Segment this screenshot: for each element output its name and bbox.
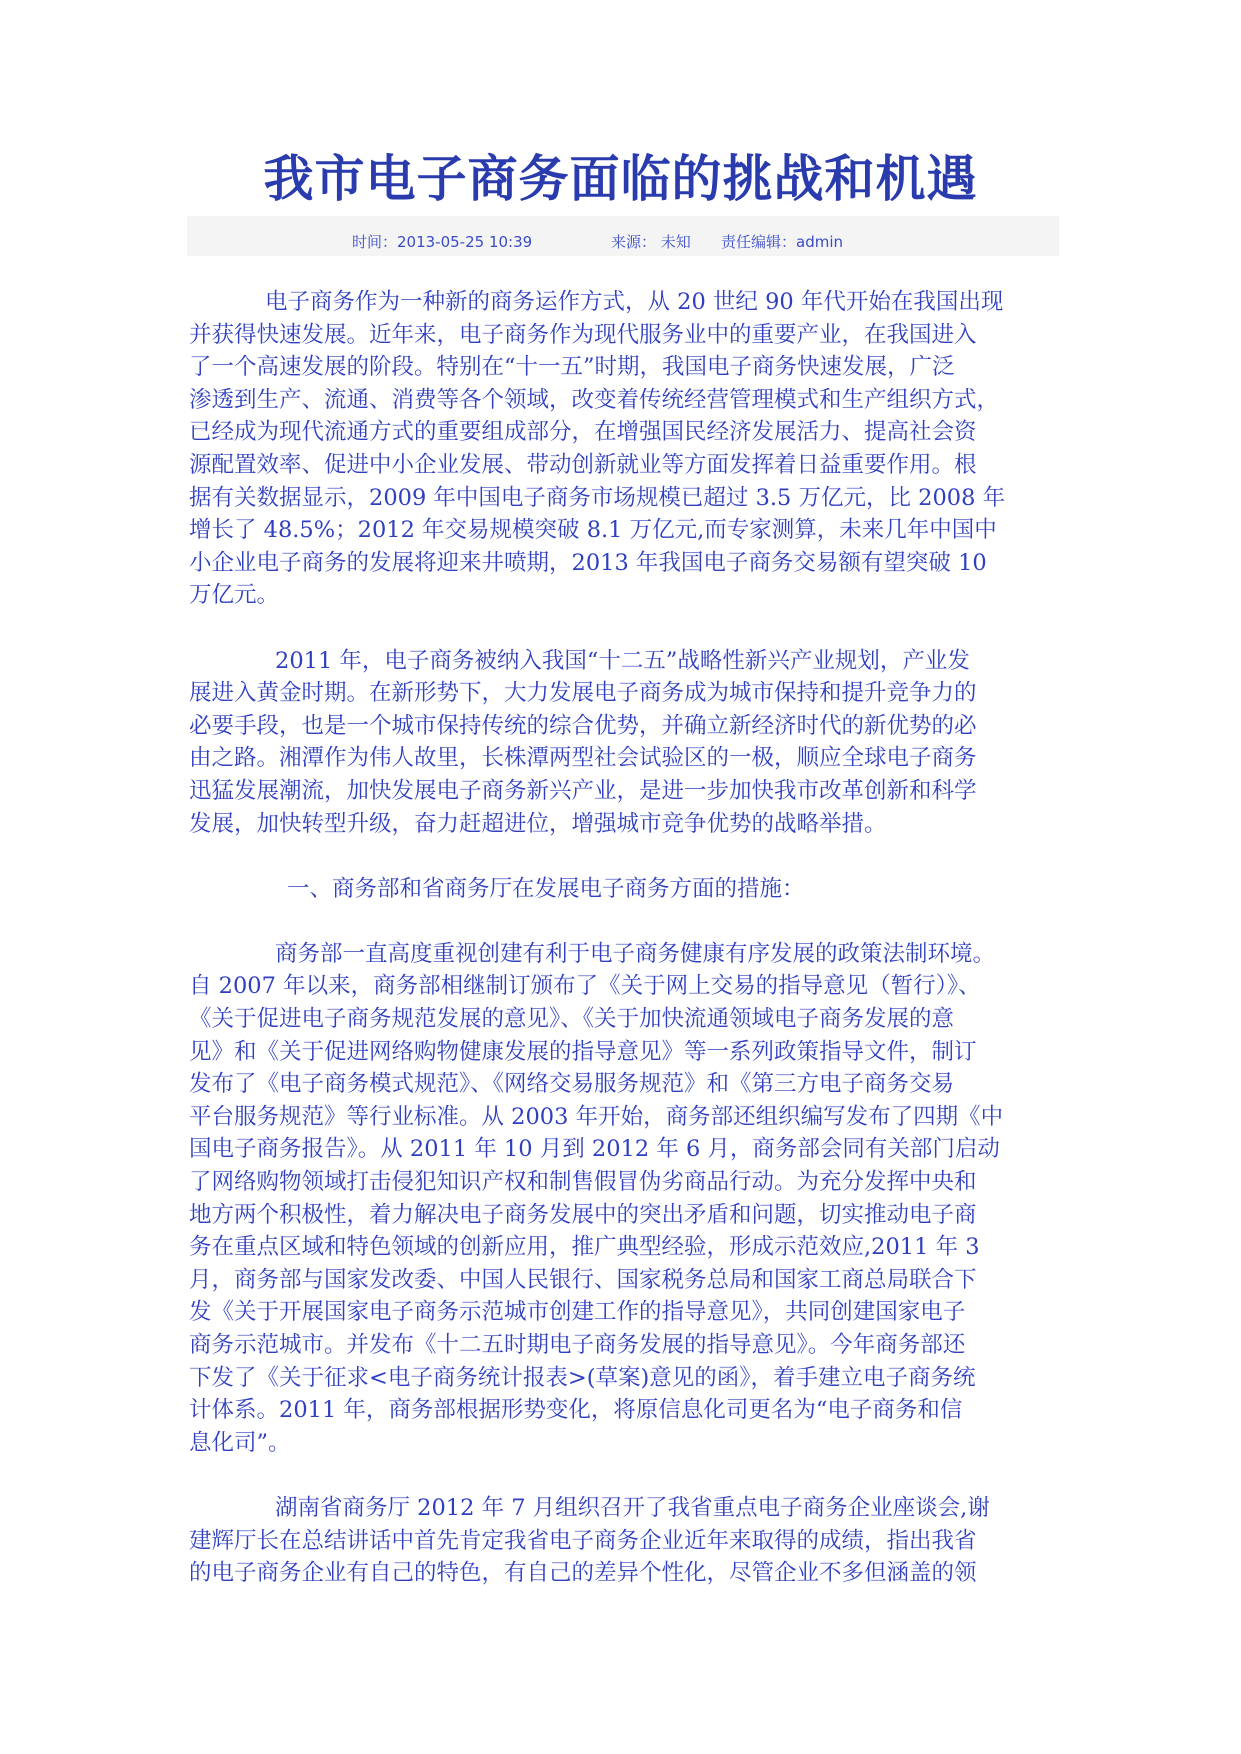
text-line: 发展，加快转型升级，奋力赶超进位，增强城市竞争优势的战略举措。	[189, 810, 887, 837]
text-line: 《关于促进电子商务规范发展的意见》、《关于加快流通领域电子商务发展的意	[189, 1006, 955, 1033]
text-line: 增长了 48.5%；2012 年交易规模突破 8.1 万亿元,而专家测算，未来几年中国中	[189, 517, 997, 544]
text-line: 发《关于开展国家电子商务示范城市创建工作的指导意见》，共同创建国家电子	[189, 1299, 966, 1326]
text-line: 了网络购物领域打击侵犯知识产权和制售假冒伪劣商品行动。为充分发挥中央和	[189, 1169, 977, 1196]
text-line: 务在重点区域和特色领域的创新应用，推广典型经验，形成示范效应,2011 年 3	[189, 1234, 980, 1261]
text-line: 源配置效率、促进中小企业发展、带动创新就业等方面发挥着日益重要作用。根	[189, 451, 977, 478]
text-line: 下发了《关于征求<电子商务统计报表>(草案)意见的函》，着手建立电子商务统	[189, 1364, 976, 1391]
paragraph-2	[189, 645, 1062, 841]
section-heading-1	[189, 873, 1062, 906]
text-line: 展进入黄金时期。在新形势下，大力发展电子商务成为城市保持和提升竞争力的	[189, 680, 977, 707]
text-line: 见》和《关于促进网络购物健康发展的指导意见》等一系列政策指导文件，制订	[189, 1038, 977, 1065]
paragraph-4	[189, 1492, 1062, 1590]
text-line: 渗透到生产、流通、消费等各个领域，改变着传统经营管理模式和生产组织方式，	[189, 386, 1000, 413]
article-source: 来源： 未知	[611, 233, 691, 251]
text-line: 由之路。湘潭作为伟人故里，长株潭两型社会试验区的一极，顺应全球电子商务	[189, 745, 977, 772]
text-line: 建辉厅长在总结讲话中首先肯定我省电子商务企业近年来取得的成绩，指出我省	[189, 1527, 977, 1554]
text-line: 发布了《电子商务模式规范》、《网络交易服务规范》和《第三方电子商务交易	[189, 1071, 955, 1098]
text-line: 息化司”。	[189, 1429, 291, 1456]
text-line: 计体系。2011 年，商务部根据形势变化，将原信息化司更名为“电子商务和信	[189, 1397, 963, 1424]
text-line: 据有关数据显示，2009 年中国电子商务市场规模已超过 3.5 万亿元，比 2008 年	[189, 484, 1006, 511]
text-line: 了一个高速发展的阶段。特别在“十一五”时期，我国电子商务快速发展，广泛	[189, 354, 955, 381]
text-line: 商务示范城市。并发布《十二五时期电子商务发展的指导意见》。今年商务部还	[189, 1332, 966, 1358]
text-line: 2011 年，电子商务被纳入我国“十二五”战略性新兴产业规划，产业发	[275, 647, 970, 674]
text-line: 国电子商务报告》。从 2011 年 10 月到 2012 年 6 月，商务部会同有关部门启动	[189, 1136, 1000, 1163]
paragraph-gap	[189, 840, 1062, 873]
paragraph-gap	[189, 1459, 1062, 1492]
text-line: 万亿元。	[189, 582, 280, 609]
article-title: 我市电子商务面临的挑战和机遇	[263, 150, 978, 208]
article-meta-bar	[187, 216, 1059, 256]
paragraph-gap	[189, 905, 1062, 938]
text-line: 电子商务作为一种新的商务运作方式，从 20 世纪 90 年代开始在我国出现	[265, 289, 1004, 315]
text-line: 并获得快速发展。近年来，电子商务作为现代服务业中的重要产业，在我国进入	[189, 321, 977, 348]
paragraph-3	[189, 938, 1062, 1460]
text-line: 商务部一直高度重视创建有利于电子商务健康有序发展的政策法制环境。	[275, 940, 996, 967]
text-line: 湖南省商务厅 2012 年 7 月组织召开了我省重点电子商务企业座谈会,谢	[275, 1494, 990, 1521]
text-line: 平台服务规范》等行业标准。从 2003 年开始，商务部还组织编写发布了四期《中	[189, 1103, 1004, 1130]
text-line: 地方两个积极性，着力解决电子商务发展中的突出矛盾和问题，切实推动电子商	[189, 1201, 977, 1228]
paragraph-1	[189, 286, 1062, 612]
article-body	[189, 286, 1062, 1590]
text-line: 月，商务部与国家发改委、中国人民银行、国家税务总局和国家工商总局联合下	[189, 1266, 977, 1293]
text-line: 迅猛发展潮流，加快发展电子商务新兴产业，是进一步加快我市改革创新和科学	[189, 777, 977, 804]
text-line: 自 2007 年以来，商务部相继制订颁布了《关于网上交易的指导意见（暂行）》、	[189, 973, 981, 1000]
text-line: 的电子商务企业有自己的特色，有自己的差异个性化，尽管企业不多但涵盖的领	[189, 1560, 977, 1587]
text-line: 必要手段，也是一个城市保持传统的综合优势，并确立新经济时代的新优势的必	[189, 712, 977, 739]
responsible-editor: 责任编辑：admin	[721, 233, 844, 251]
text-line: 已经成为现代流通方式的重要组成部分，在增强国民经济发展活力、提高社会资	[189, 419, 977, 446]
paragraph-gap	[189, 612, 1062, 645]
text-line: 小企业电子商务的发展将迎来井喷期，2013 年我国电子商务交易额有望突破 10	[189, 549, 987, 576]
publish-time: 时间：2013-05-25 10:39	[352, 233, 533, 251]
section-heading-text: 一、商务部和省商务厅在发展电子商务方面的措施：	[287, 875, 805, 902]
